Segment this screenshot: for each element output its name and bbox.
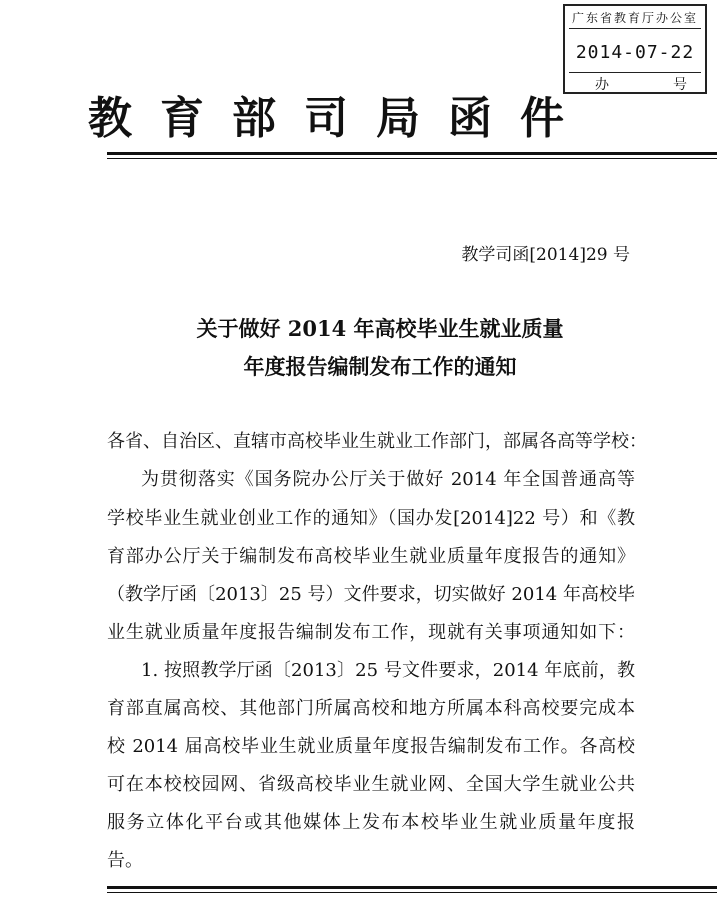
paragraph-line: 校 2014 届高校毕业生就业质量年度报告编制发布工作。各高校 [107, 736, 635, 757]
paragraph-line: （教学厅函〔2013〕25 号）文件要求，切实做好 2014 年高校毕 [107, 584, 635, 605]
paragraph-line: 服务立体化平台或其他媒体上发布本校毕业生就业质量年度报 [107, 812, 635, 833]
letterhead-rule-thin [107, 158, 717, 159]
footer-rule-thin [107, 892, 717, 893]
footer-rule-thick [107, 886, 717, 889]
paragraph-line: 育部办公厅关于编制发布高校毕业生就业质量年度报告的通知》 [107, 546, 635, 567]
stamp-organization: 广东省教育厅办公室 [571, 11, 698, 25]
document-title-line-1: 关于做好 2014 年高校毕业生就业质量 [196, 316, 564, 341]
stamp-divider [569, 72, 701, 73]
paragraph-line: 可在本校校园网、省级高校毕业生就业网、全国大学生就业公共 [107, 774, 635, 795]
document-number: 教学司函[2014]29 号 [461, 245, 630, 265]
paragraph-line: 告。 [107, 850, 143, 871]
stamp-number-label: 号 [673, 77, 687, 93]
paragraph-line: 育部直属高校、其他部门所属高校和地方所属本科高校要完成本 [107, 698, 635, 719]
letterhead-title: 教育部司局函件 [88, 93, 592, 144]
paragraph-line: 业生就业质量年度报告编制发布工作，现就有关事项通知如下： [107, 622, 635, 643]
document-title-line-2: 年度报告编制发布工作的通知 [243, 354, 517, 379]
addressee-line: 各省、自治区、直辖市高校毕业生就业工作部门，部属各高等学校： [107, 431, 647, 452]
stamp-divider [569, 28, 701, 29]
paragraph-line: 为贯彻落实《国务院办公厅关于做好 2014 年全国普通高等 [141, 469, 635, 490]
stamp-date: 2014-07-22 [575, 42, 695, 63]
stamp-office-label: 办 [595, 77, 609, 93]
paragraph-line: 学校毕业生就业创业工作的通知》（国办发[2014]22 号）和《教 [107, 508, 635, 529]
paragraph-line: 1. 按照教学厅函〔2013〕25 号文件要求，2014 年底前，教 [141, 660, 635, 681]
receipt-stamp [563, 4, 707, 94]
letterhead-rule-thick [107, 152, 717, 155]
